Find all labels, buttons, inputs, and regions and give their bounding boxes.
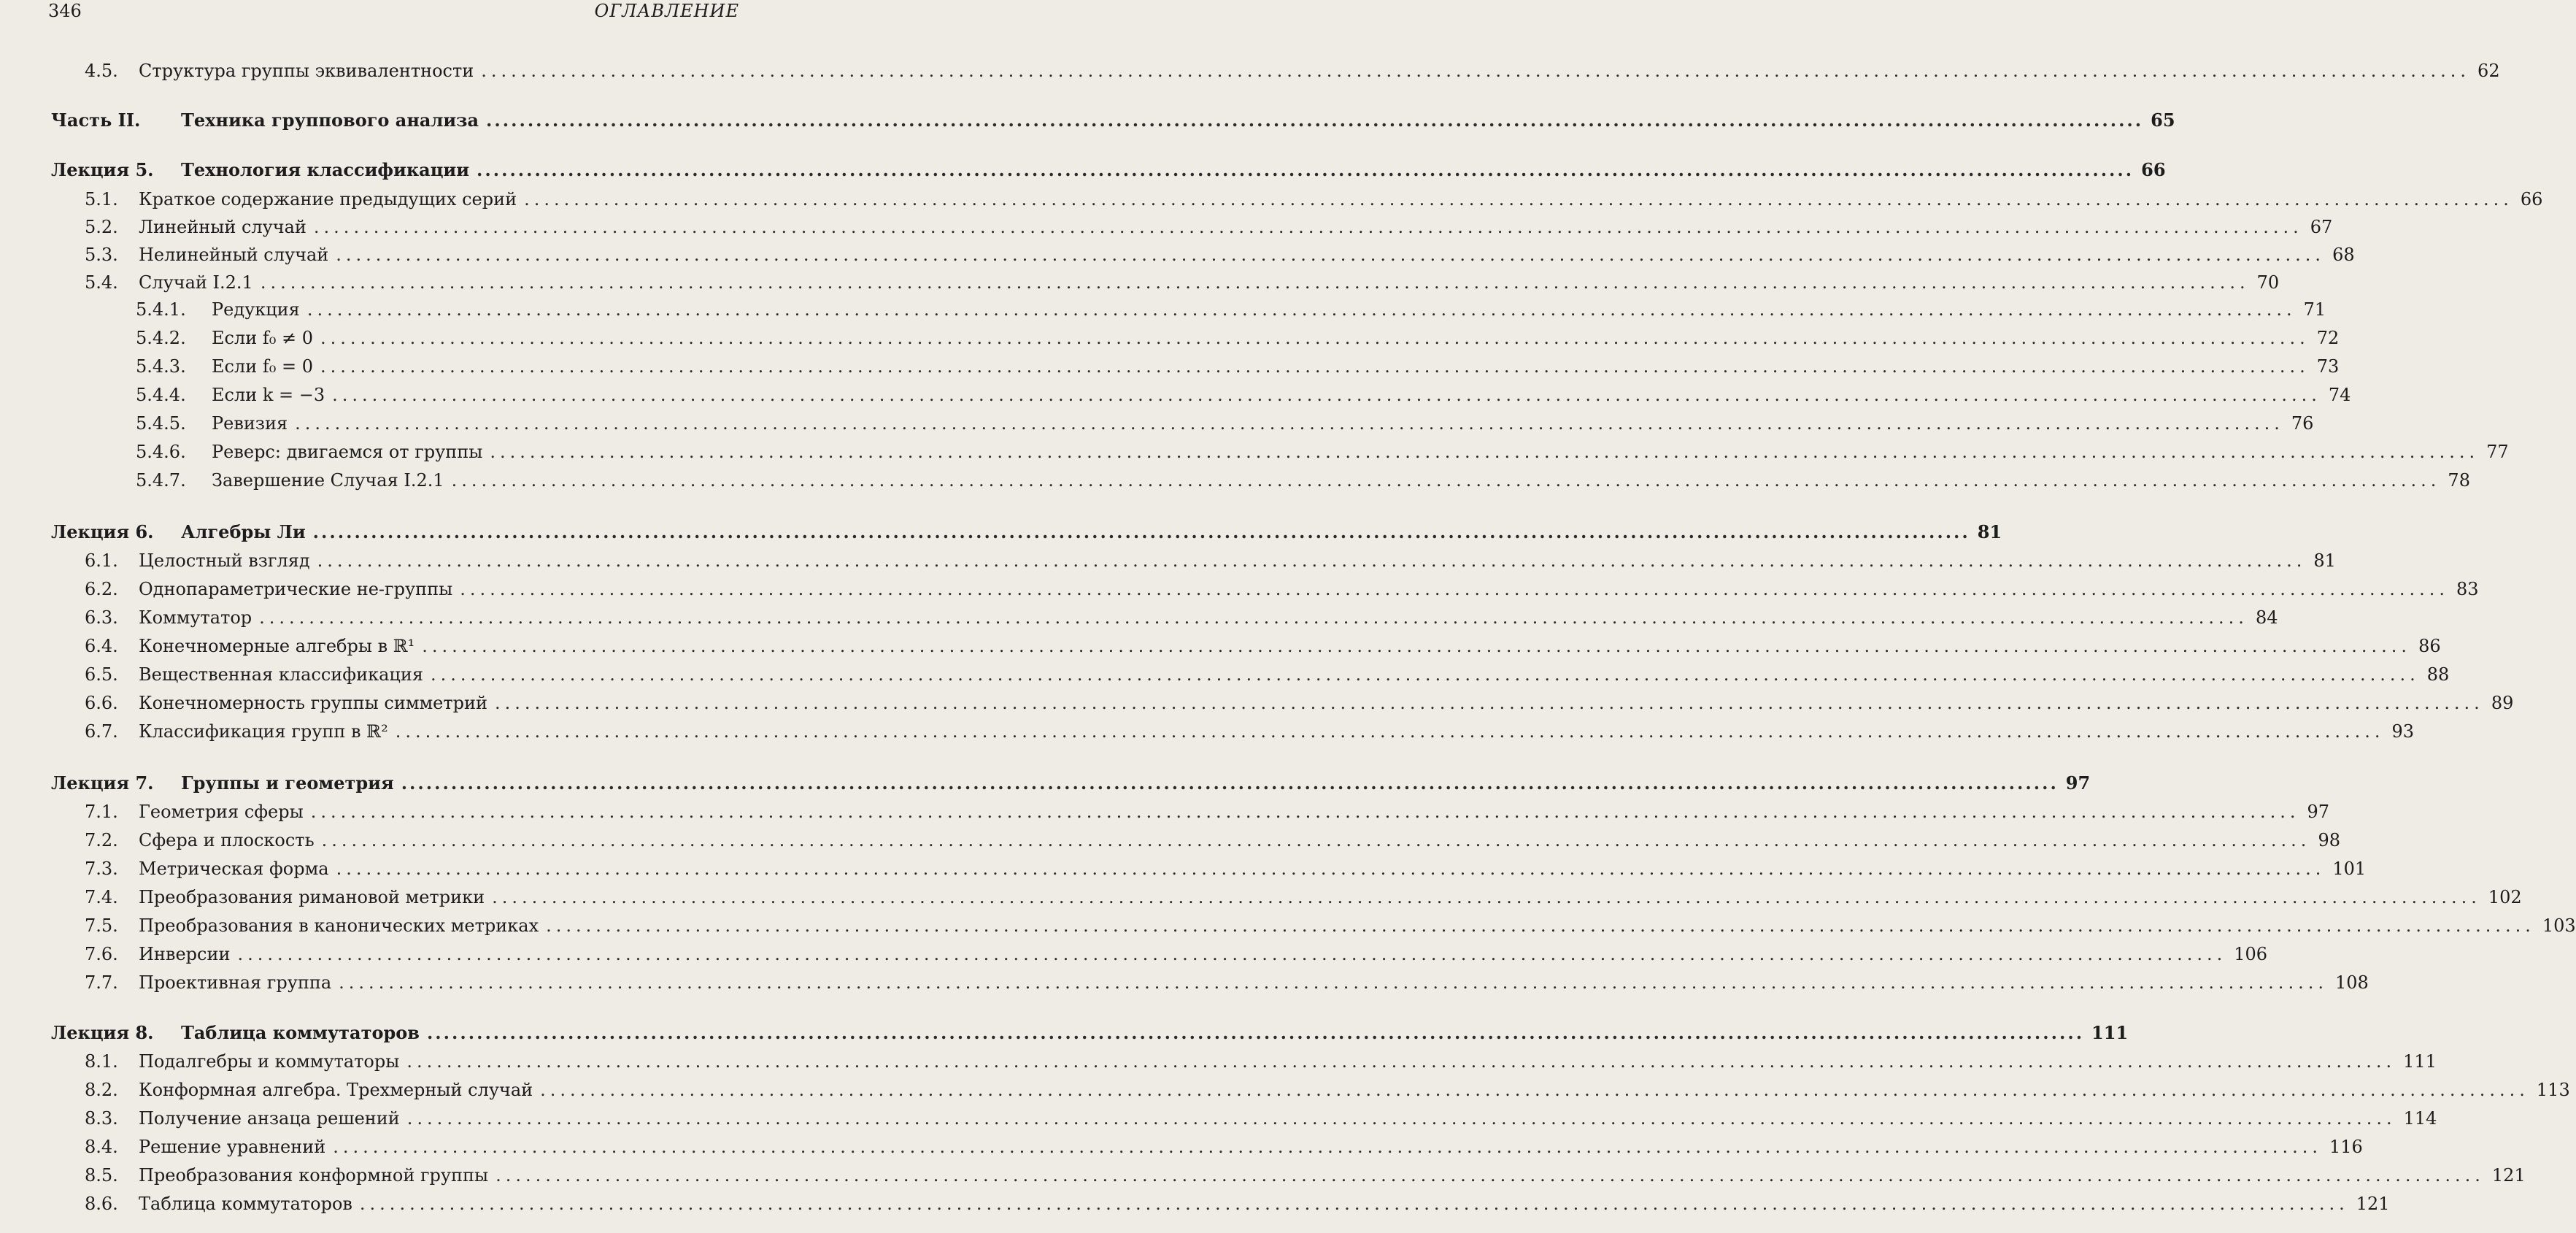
toc-entry-page: 88: [2426, 664, 2450, 685]
toc-section-row: [51, 187, 2543, 212]
toc-entry-title: Подалгебры и коммутаторы: [139, 1051, 400, 1072]
toc-entry-page: 73: [2316, 356, 2340, 377]
toc-entry-title: Конечномерность группы симметрий: [139, 693, 488, 713]
toc-entry-page: 102: [2488, 887, 2522, 907]
toc-chapter-row: [51, 158, 2166, 183]
dot-leader: ........................................................................................................................................................................................................: [317, 550, 2307, 571]
toc-entry-title: Целостный взгляд: [139, 550, 310, 571]
toc-entry-number: 7.6.: [85, 944, 118, 964]
toc-entry-page: 103: [2542, 915, 2576, 936]
toc-entry-title: Метрическая форма: [139, 859, 329, 879]
toc-section-row: [51, 326, 2340, 350]
dot-leader: ........................................................................................................................................................................................................: [460, 579, 2449, 599]
toc-entry-page: 66: [2520, 189, 2543, 210]
dot-leader: ........................................................................................................................................................................................................: [237, 944, 2227, 964]
dot-leader: ........................................................................................................................................................................................................: [339, 972, 2328, 993]
dot-leader: ........................................................................................................................................................................................................: [495, 693, 2484, 713]
toc-entry-title: Нелинейный случай: [139, 245, 329, 265]
dot-leader: ........................................................................................................................................................................................................: [546, 915, 2535, 936]
toc-entry-page: 70: [2256, 272, 2280, 293]
dot-leader: ........................................................................................................................................................................................................: [260, 272, 2250, 293]
toc-entry-title: Преобразования конформной группы: [139, 1165, 489, 1186]
toc-section-row: [51, 691, 2514, 715]
toc-entry-number: 4.5.: [85, 61, 118, 81]
toc-entry-title: Случай I.2.1: [139, 272, 253, 293]
toc-entry-number: 8.3.: [85, 1108, 118, 1129]
toc-entry-title: Техника группового анализа: [181, 110, 479, 131]
toc-entry-page: 65: [2151, 110, 2175, 131]
toc-entry-title: Проективная группа: [139, 972, 332, 993]
toc-entry-page: 62: [2477, 61, 2500, 81]
toc-entry-title: Реверс: двигаемся от группы: [212, 442, 483, 462]
toc-entry-title: Преобразования римановой метрики: [139, 887, 485, 907]
dot-leader: ........................................................................................................................................................................................................: [332, 385, 2321, 405]
toc-section-row: [51, 970, 2369, 995]
toc-section-row: [51, 548, 2336, 573]
toc-section-row: [51, 1049, 2437, 1074]
toc-entry-title: Коммутатор: [139, 607, 252, 628]
dot-leader: ........................................................................................................................................................................................................: [492, 887, 2481, 907]
dot-leader: ........................................................................................................................................................................................................: [321, 830, 2311, 850]
toc-entry-title: Линейный случай: [139, 217, 306, 237]
toc-section-row: [51, 215, 2333, 239]
toc-entry-number: 7.5.: [85, 915, 118, 936]
toc-entry-number: 5.2.: [85, 217, 118, 237]
toc-entry-page: 114: [2403, 1108, 2437, 1129]
toc-entry-title: Сфера и плоскость: [139, 830, 315, 850]
toc-section-row: [51, 468, 2470, 493]
toc-entry-number: Лекция 7.: [51, 772, 154, 794]
toc-section-row: [51, 1078, 2570, 1102]
toc-entry-page: 97: [2065, 772, 2091, 794]
toc-entry-page: 74: [2328, 385, 2351, 405]
dot-leader: ........................................................................................................................................................................................................: [320, 356, 2310, 377]
toc-entry-number: 6.7.: [85, 721, 118, 742]
dot-leader: ........................................................................................................................................................................................................: [430, 664, 2420, 685]
toc-entry-number: 8.2.: [85, 1080, 118, 1100]
toc-section-row: [51, 383, 2351, 407]
toc-entry-title: Преобразования в канонических метриках: [139, 915, 539, 936]
toc-entry-page: 86: [2418, 636, 2441, 656]
dot-leader: ........................................................................................................................................................................................................: [295, 413, 2284, 434]
toc-chapter-row: [51, 520, 2002, 545]
toc-section-row: [51, 354, 2340, 379]
toc-entry-number: 5.4.5.: [136, 413, 186, 434]
toc-entry-title: Если f₀ ≠ 0: [212, 328, 313, 348]
toc-chapter-row: [51, 771, 2091, 796]
toc-entry-page: 78: [2448, 470, 2470, 491]
toc-section-row: [51, 58, 2500, 83]
toc-entry-number: 5.4.1.: [136, 299, 186, 320]
toc-entry-title: Однопараметрические не-группы: [139, 579, 453, 599]
toc-entry-page: 68: [2332, 245, 2355, 265]
toc-entry-title: Алгебры Ли: [181, 521, 306, 542]
dot-leader: ........................................................................................................................................................................................................: [406, 1051, 2396, 1072]
toc-section-row: [51, 1191, 2390, 1216]
dot-leader: ........................................................................................................................................................................................................: [259, 607, 2248, 628]
toc-chapter-row: [51, 1021, 2129, 1045]
dot-leader: ........................................................................................................................................................................................................: [495, 1165, 2485, 1186]
dot-leader: ........................................................................................................................................................................................................: [406, 1108, 2396, 1129]
toc-entry-page: 66: [2141, 159, 2166, 180]
toc-entry-page: 111: [2403, 1051, 2437, 1072]
dot-leader: ........................................................................................................................................................................................................: [333, 1137, 2322, 1157]
toc-entry-page: 121: [2491, 1165, 2526, 1186]
toc-entry-title: Классификация групп в ℝ²: [139, 721, 388, 742]
toc-section-row: [51, 799, 2330, 824]
toc-entry-page: 67: [2310, 217, 2333, 237]
dot-leader: ........................................................................................................................................................................................................: [312, 521, 1970, 542]
toc-section-row: [51, 297, 2326, 322]
toc-entry-number: 8.6.: [85, 1194, 118, 1214]
toc-entry-page: 93: [2391, 721, 2415, 742]
toc-entry-title: Инверсии: [139, 944, 231, 964]
toc-entry-title: Если f₀ = 0: [212, 356, 313, 377]
toc-entry-number: Лекция 6.: [51, 521, 154, 542]
dot-leader: ........................................................................................................................................................................................................: [320, 328, 2310, 348]
toc-entry-page: 98: [2318, 830, 2340, 850]
toc-entry-page: 76: [2291, 413, 2314, 434]
toc-entry-number: 5.3.: [85, 245, 118, 265]
toc-entry-number: 5.4.4.: [136, 385, 186, 405]
toc-section-row: [51, 242, 2355, 267]
toc-entry-number: 5.4.7.: [136, 470, 186, 491]
toc-entry-page: 101: [2332, 859, 2367, 879]
toc-entry-number: 5.1.: [85, 189, 118, 210]
toc-section-row: [51, 719, 2415, 744]
toc-entry-title: Таблица коммутаторов: [181, 1022, 420, 1043]
toc-entry-page: 81: [1977, 521, 2002, 542]
toc-entry-number: Лекция 5.: [51, 159, 154, 180]
toc-entry-number: Лекция 8.: [51, 1022, 154, 1043]
dot-leader: ........................................................................................................................................................................................................: [306, 299, 2297, 320]
toc-entry-number: 7.2.: [85, 830, 118, 850]
toc-entry-page: 89: [2491, 693, 2514, 713]
dot-leader: ........................................................................................................................................................................................................: [426, 1022, 2085, 1043]
toc-section-row: [51, 1134, 2363, 1159]
toc-section-row: [51, 885, 2522, 910]
toc-section-row: [51, 913, 2576, 938]
dot-leader: ........................................................................................................................................................................................................: [451, 470, 2441, 491]
toc-section-row: [51, 605, 2278, 630]
toc-entry-number: 6.1.: [85, 550, 118, 571]
toc-entry-page: 111: [2091, 1022, 2129, 1043]
toc-section-row: [51, 634, 2441, 658]
toc-entry-title: Вещественная классификация: [139, 664, 423, 685]
toc-entry-number: Часть II.: [51, 110, 141, 131]
dot-leader: ........................................................................................................................................................................................................: [524, 189, 2513, 210]
toc-entry-title: Краткое содержание предыдущих серий: [139, 189, 517, 210]
toc-entry-page: 108: [2334, 972, 2369, 993]
toc-entry-number: 7.4.: [85, 887, 118, 907]
running-title: ОГЛАВЛЕНИЕ: [594, 1, 739, 21]
dot-leader: ........................................................................................................................................................................................................: [477, 159, 2135, 180]
toc-entry-number: 6.2.: [85, 579, 118, 599]
toc-entry-title: Конформная алгебра. Трехмерный случай: [139, 1080, 533, 1100]
toc-section-row: [51, 828, 2340, 853]
toc-entry-page: 84: [2255, 607, 2278, 628]
toc-entry-title: Редукция: [212, 299, 300, 320]
toc-entry-number: 8.4.: [85, 1137, 118, 1157]
toc-entry-title: Конечномерные алгебры в ℝ¹: [139, 636, 415, 656]
dot-leader: ........................................................................................................................................................................................................: [486, 110, 2144, 131]
toc-entry-title: Завершение Случая I.2.1: [212, 470, 444, 491]
toc-section-row: [51, 577, 2479, 602]
dot-leader: ........................................................................................................................................................................................................: [401, 772, 2059, 794]
dot-leader: ........................................................................................................................................................................................................: [310, 802, 2300, 822]
toc-entry-number: 5.4.3.: [136, 356, 186, 377]
toc-section-row: [51, 942, 2268, 967]
page-number: 346: [48, 1, 82, 21]
dot-leader: ........................................................................................................................................................................................................: [422, 636, 2412, 656]
dot-leader: ........................................................................................................................................................................................................: [490, 442, 2480, 462]
toc-entry-title: Ревизия: [212, 413, 288, 434]
toc-entry-page: 77: [2486, 442, 2509, 462]
toc-entry-number: 5.4.6.: [136, 442, 186, 462]
toc-entry-number: 7.3.: [85, 859, 118, 879]
toc-entry-page: 116: [2329, 1137, 2363, 1157]
toc-entry-page: 106: [2234, 944, 2268, 964]
toc-section-row: [51, 270, 2280, 295]
toc-entry-page: 71: [2303, 299, 2326, 320]
toc-section-row: [51, 1106, 2437, 1131]
toc-entry-number: 7.1.: [85, 802, 118, 822]
toc-section-row: [51, 856, 2367, 881]
toc-entry-title: Решение уравнений: [139, 1137, 326, 1157]
toc-entry-number: 6.6.: [85, 693, 118, 713]
toc-section-row: [51, 662, 2450, 687]
toc-entry-page: 72: [2316, 328, 2340, 348]
toc-entry-page: 83: [2456, 579, 2479, 599]
toc-entry-title: Структура группы эквивалентности: [139, 61, 474, 81]
dot-leader: ........................................................................................................................................................................................................: [336, 245, 2326, 265]
toc-section-row: [51, 411, 2314, 436]
toc-entry-number: 6.3.: [85, 607, 118, 628]
toc-entry-number: 8.1.: [85, 1051, 118, 1072]
toc-entry-number: 7.7.: [85, 972, 118, 993]
toc-entry-title: Геометрия сферы: [139, 802, 304, 822]
toc-entry-number: 6.4.: [85, 636, 118, 656]
toc-entry-number: 6.5.: [85, 664, 118, 685]
dot-leader: ........................................................................................................................................................................................................: [313, 217, 2303, 237]
toc-entry-title: Группы и геометрия: [181, 772, 394, 794]
toc-section-row: [51, 439, 2509, 464]
dot-leader: ........................................................................................................................................................................................................: [395, 721, 2385, 742]
toc-entry-page: 97: [2307, 802, 2330, 822]
dot-leader: ........................................................................................................................................................................................................: [481, 61, 2471, 81]
toc-entry-title: Технология классификации: [181, 159, 470, 180]
toc-entry-number: 5.4.: [85, 272, 118, 293]
dot-leader: ........................................................................................................................................................................................................: [359, 1194, 2349, 1214]
dot-leader: ........................................................................................................................................................................................................: [336, 859, 2326, 879]
toc-entry-number: 8.5.: [85, 1165, 118, 1186]
toc-entry-title: Получение анзаца решений: [139, 1108, 400, 1129]
toc-entry-page: 113: [2536, 1080, 2570, 1100]
toc-entry-number: 5.4.2.: [136, 328, 186, 348]
toc-chapter-row: [51, 108, 2175, 133]
page-header: [48, 0, 739, 22]
toc-section-row: [51, 1163, 2526, 1188]
toc-entry-page: 81: [2313, 550, 2336, 571]
toc-entry-page: 121: [2356, 1194, 2390, 1214]
toc-entry-title: Если k = −3: [212, 385, 325, 405]
dot-leader: ........................................................................................................................................................................................................: [540, 1080, 2529, 1100]
toc-entry-title: Таблица коммутаторов: [139, 1194, 352, 1214]
